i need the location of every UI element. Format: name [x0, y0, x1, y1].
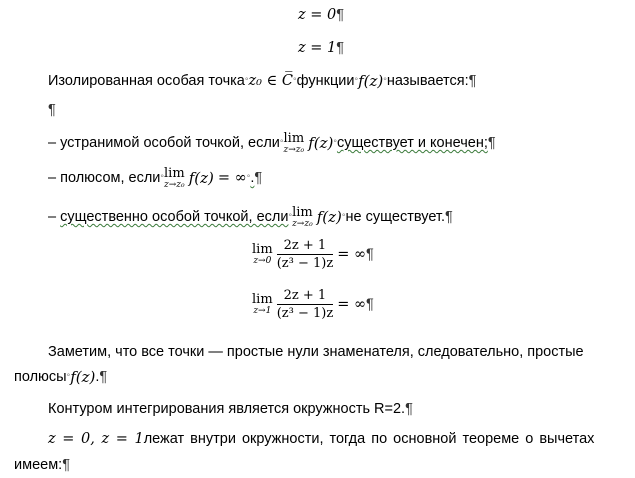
fraction-numerator: 2z + 1 [277, 288, 333, 305]
pilcrow: ¶ [487, 135, 496, 151]
limit-expression [164, 167, 185, 190]
equation-z-equals-1 [298, 39, 344, 57]
text: функции [296, 73, 355, 89]
paragraph-definition [48, 72, 476, 90]
object-anchor-icon: ° [292, 76, 297, 86]
lim-subscript: z→0 [253, 256, 272, 266]
dash: – [48, 135, 61, 151]
pilcrow: ¶ [99, 369, 108, 385]
text: Изолированная особая точка [48, 73, 245, 89]
equation-limit-at-0 [252, 238, 374, 271]
period: . [95, 369, 100, 385]
text: полюсы [14, 369, 67, 385]
object-anchor-icon: ° [66, 372, 71, 382]
limit-expression [292, 206, 313, 229]
lim-subscript: z→1 [253, 306, 272, 316]
pilcrow: ¶ [366, 246, 374, 263]
text: устранимой особой точкой, если [60, 135, 280, 151]
text: называется: [386, 73, 469, 89]
paragraph-inside-line2 [14, 456, 70, 474]
text: существенно особой точкой, если [60, 209, 289, 225]
pilcrow: ¶ [336, 40, 345, 56]
math-z0: z = 0 [298, 7, 337, 23]
lim-subscript: z→z₀ [283, 144, 305, 155]
limit-expression [252, 243, 273, 266]
period: . [250, 170, 255, 186]
math-z0-in-cbar: z₀ ∈ C̅ [248, 73, 293, 89]
list-item-pole [48, 164, 262, 192]
lim-word: lim [283, 130, 305, 146]
fraction-numerator: 2z + 1 [277, 238, 333, 255]
math-z-values: z = 0, z = 1 [48, 431, 144, 447]
text: не существует. [345, 209, 445, 225]
lim-word: lim [252, 242, 273, 257]
object-anchor-icon: ° [333, 138, 337, 148]
math-fz: f(z) [308, 134, 334, 153]
dash: – [48, 209, 61, 225]
object-anchor-icon: ° [246, 173, 251, 183]
math-z1: z = 1 [298, 40, 337, 56]
fraction [277, 238, 333, 271]
math-fz: f(z) [316, 208, 342, 227]
object-anchor-icon: ° [341, 212, 346, 222]
text: Контуром интегрирования является окружность R=2. [48, 401, 406, 417]
object-anchor-icon: ° [288, 212, 293, 222]
pilcrow: ¶ [48, 102, 56, 118]
list-item-removable [48, 129, 496, 157]
pilcrow: ¶ [254, 170, 263, 186]
pilcrow: ¶ [405, 401, 413, 417]
dash: – [48, 170, 61, 186]
fraction [277, 288, 333, 321]
limit-expression [284, 132, 305, 155]
math-fz: f(z) [188, 169, 214, 188]
math-fz: f(z) [70, 368, 96, 387]
object-anchor-icon: ° [244, 76, 249, 86]
lim-word: lim [164, 165, 185, 181]
object-anchor-icon: ° [279, 138, 284, 148]
equation-limit-at-1 [252, 288, 374, 321]
math-equals-infinity: = ∞ [337, 246, 367, 263]
pilcrow: ¶ [62, 457, 70, 473]
math-equals-infinity: = ∞ [337, 296, 367, 313]
text: полюсом, если [60, 170, 161, 186]
math-equals-infinity: = ∞ [217, 170, 247, 186]
paragraph-inside-line1 [48, 430, 594, 448]
lim-word: lim [292, 204, 313, 220]
object-anchor-icon: ° [354, 76, 359, 86]
fraction-denominator: (z³ − 1)z [276, 256, 334, 271]
math-fz: f(z) [358, 72, 384, 91]
list-item-essential [48, 203, 453, 231]
lim-word: lim [252, 292, 273, 307]
text: имеем: [14, 457, 63, 473]
object-anchor-icon: ° [383, 76, 387, 86]
lim-subscript: z→z₀ [292, 218, 313, 229]
text: Заметим, что все точки — простые нули знаменателя, следовательно, простые [48, 344, 584, 360]
pilcrow: ¶ [468, 73, 477, 89]
pilcrow: ¶ [444, 209, 453, 225]
empty-paragraph [48, 101, 56, 119]
pilcrow: ¶ [336, 7, 345, 23]
pilcrow: ¶ [366, 296, 374, 313]
equation-z-equals-0 [298, 6, 344, 24]
object-anchor-icon: ° [160, 173, 165, 183]
text: лежат внутри окружности, тогда по основной теореме о вычетах [143, 431, 595, 447]
text: существует и конечен; [336, 135, 488, 151]
paragraph-contour [48, 400, 413, 418]
paragraph-note-line2 [14, 368, 107, 386]
lim-subscript: z→z₀ [164, 179, 185, 190]
limit-expression [252, 293, 273, 316]
fraction-denominator: (z³ − 1)z [276, 306, 334, 321]
paragraph-note-line1 [48, 343, 584, 361]
